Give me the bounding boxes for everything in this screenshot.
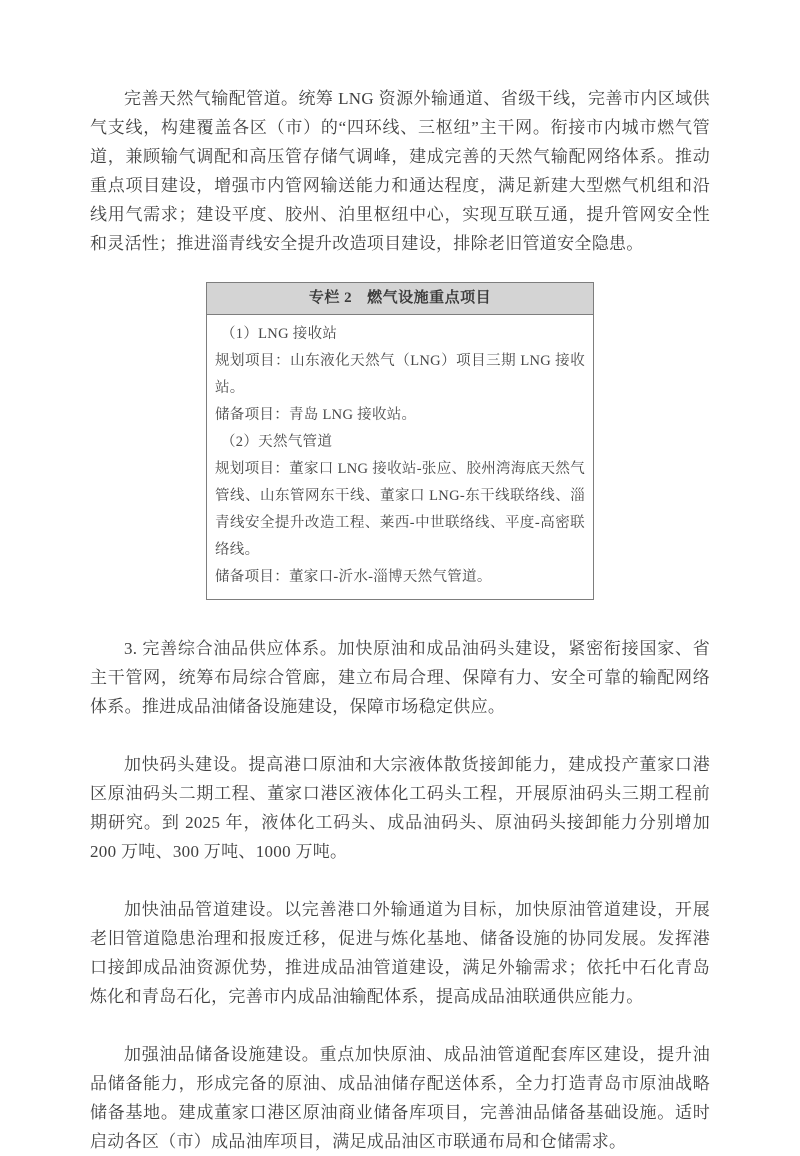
- feature-box-gas-projects: [206, 282, 594, 600]
- feature-box-header: [207, 283, 593, 315]
- box-line-lng-terminal-heading: （1）LNG 接收站: [221, 326, 338, 342]
- paragraph-oil-reserve-facilities: 加强油品储备设施建设。重点加快原油、成品油管道配套库区建设，提升油品储备能力，形成完备的原油、成品油储存配送体系，全力打造青岛市原油战略储备基地。建成董家口港区原油商业储备库项目，完善油品储备基础设施。适时启动各区（市）成品油库项目，满足成品油区市联通布局和仓储需求。: [90, 1045, 710, 1151]
- paragraph-gas-pipeline-network: 完善天然气输配管道。统筹 LNG 资源外输通道、省级干线，完善市内区域供气支线，构建覆盖各区（市）的“四环线、三枢纽”主干网。衔接市内城市燃气管道，兼顾输气调配和高压管存储气调峰，建成完善的天然气输配网络体系。推动重点项目建设，增强市内管网输送能力和通达程度，满足新建大型燃气机组和沿线用气需求；建设平度、胶州、泊里枢纽中心，实现互联互通，提升管网安全性和灵活性；推进淄青线安全提升改造项目建设，排除老旧管道安全隐患。: [90, 89, 710, 253]
- box-line-lng-reserve-projects: 储备项目：青岛 LNG 接收站。: [215, 407, 417, 423]
- feature-box-label: 专栏 2: [308, 290, 353, 306]
- box-line-gas-pipeline-heading: （2）天然气管道: [221, 434, 333, 450]
- paragraph-oil-pipeline-construction: 加快油品管道建设。以完善港口外输通道为目标，加快原油管道建设，开展老旧管道隐患治理和报废迁移，促进与炼化基地、储备设施的协同发展。发挥港口接卸成品油资源优势，推进成品油管道建设，满足外输需求；依托中石化青岛炼化和青岛石化，完善市内成品油输配体系，提高成品油联通供应能力。: [90, 900, 710, 1006]
- feature-box-body: [207, 315, 593, 599]
- paragraph-oil-supply-system: 3. 完善综合油品供应体系。加快原油和成品油码头建设，紧密衔接国家、省主干管网，统筹布局综合管廊，建立布局合理、保障有力、安全可靠的输配网络体系。推进成品油储备设施建设，保障市场稳定供应。: [90, 639, 710, 716]
- box-line-lng-planned-projects: 规划项目：山东液化天然气（LNG）项目三期 LNG 接收站。: [215, 353, 585, 396]
- box-line-pipeline-planned-projects: 规划项目：董家口 LNG 接收站-张应、胶州湾海底天然气管线、山东管网东干线、董家口 LNG-东干线联络线、淄青线安全提升改造工程、莱西-中世联络线、平度-高密联络线。: [215, 461, 585, 558]
- box-line-pipeline-reserve-projects: 储备项目：董家口-沂水-淄博天然气管道。: [215, 569, 492, 585]
- paragraph-wharf-construction: 加快码头建设。提高港口原油和大宗液体散货接卸能力，建成投产董家口港区原油码头二期工程、董家口港区液体化工码头工程，开展原油码头三期工程前期研究。到 2025 年，液体化工码头、成品油码头、原油码头接卸能力分别增加 200 万吨、300 万吨、1000 万吨。: [90, 755, 710, 861]
- feature-box-title: 燃气设施重点项目: [367, 290, 492, 306]
